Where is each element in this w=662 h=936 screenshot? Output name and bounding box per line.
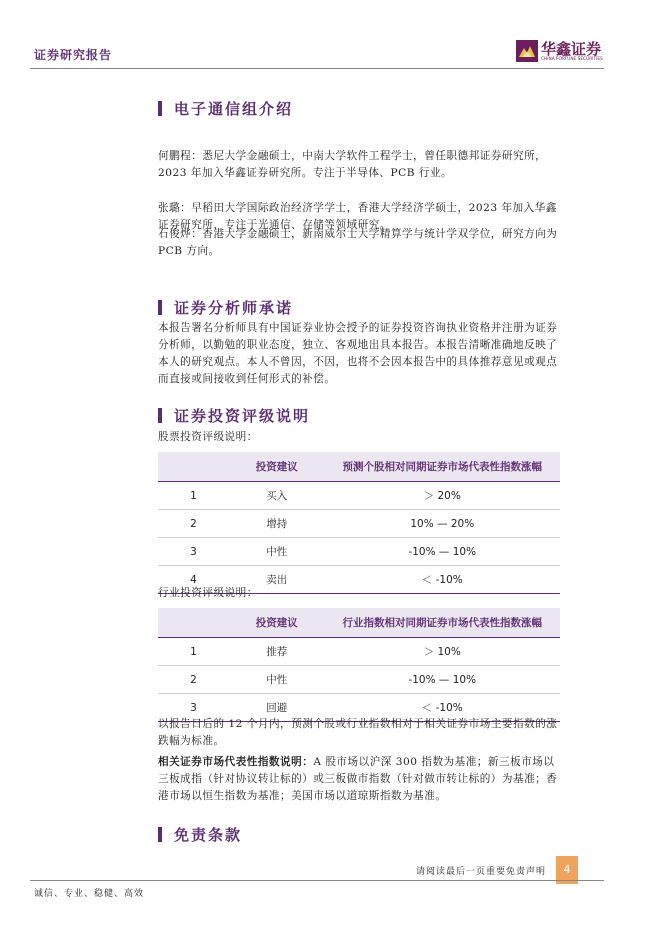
benchmark-note: 以报告日后的 12 个月内，预测个股或行业指数相对于相关证券市场主要指数的涨跌幅为标准。 <box>158 718 558 747</box>
section-bar-icon <box>158 300 162 315</box>
footer-slogan: 诚信、专业、稳健、高效 <box>34 889 145 899</box>
table-header-cell: 投资建议 <box>229 608 325 638</box>
index-description <box>158 754 562 805</box>
disclaimer-title: 免责条款 <box>174 826 243 844</box>
footer-divider <box>30 880 604 881</box>
table-cell: 3 <box>158 538 229 566</box>
logo-name-en: CHINA FORTUNE SECURITIES <box>541 57 603 62</box>
section-bar-icon <box>158 101 162 116</box>
table-cell: ＞ 10% <box>325 638 560 666</box>
table-cell: ＜ -10% <box>325 694 560 722</box>
table-cell: 3 <box>158 694 229 722</box>
stock-rating-caption: 股票投资评级说明： <box>158 431 258 443</box>
table-row <box>158 538 560 566</box>
commitment-section-title <box>158 297 293 318</box>
table-cell: 卖出 <box>229 566 325 594</box>
report-type-label: 证券研究报告 <box>34 48 113 62</box>
disclaimer-section-title <box>158 824 242 845</box>
header-divider <box>30 68 604 69</box>
table-cell: 推荐 <box>229 638 325 666</box>
logo-name-cn: 华鑫证券 <box>541 40 602 58</box>
commitment-text: 本报告署名分析师具有中国证券业协会授予的证券投资咨询执业资格并注册为证券分析师，以勤勉的职业态度，独立、客观地出具本报告。本报告清晰准确地反映了本人的研究观点。本人不曾因，不因，也将不会因本报告中的具体推荐意见或观点而直接或间接收到任何形式的补偿。 <box>158 322 558 385</box>
table-cell: -10% — 10% <box>325 538 560 566</box>
index-text: A 股市场以沪深 300 指数为基准；新三板市场以三板成指（针对协议转让标的）或三板做市指数（针对做市转让标的）为基准；香港市场以恒生指数为基准；美国市场以道琼斯指数为基准。 <box>158 756 558 802</box>
table-cell: 增持 <box>229 510 325 538</box>
company-logo <box>516 40 606 66</box>
team-title: 电子通信组介绍 <box>174 100 294 118</box>
team-section-title <box>158 98 293 119</box>
table-cell: 4 <box>158 566 229 594</box>
page-number: 4 <box>556 856 578 884</box>
rating-section-title <box>158 405 310 426</box>
table-cell: 1 <box>158 482 229 510</box>
team-member-1: 何鹏程：悉尼大学金融硕士，中南大学软件工程学士，曾任职德邦证券研究所，2023 年加入华鑫证券研究所。专注于半导体、PCB 行业。 <box>158 150 547 179</box>
table-cell: 回避 <box>229 694 325 722</box>
rating-title: 证券投资评级说明 <box>174 407 311 425</box>
table-cell: 2 <box>158 510 229 538</box>
team-member-3: 石俊烨：香港大学金融硕士，新南威尔士大学精算学与统计学双学位，研究方向为 PCB 方向。 <box>158 228 558 257</box>
table-header-row <box>158 608 560 638</box>
table-header-cell: 预测个股相对同期证券市场代表性指数涨幅 <box>325 452 560 482</box>
team-member-2: 张璐：早稻田大学国际政治经济学学士，香港大学经济学硕士，2023 年加入华鑫证券研究所，专注于光通信、存储等领域研究。 <box>158 202 557 231</box>
table-header-cell <box>158 608 229 638</box>
section-bar-icon <box>158 408 162 423</box>
table-cell: ＞ 20% <box>325 482 560 510</box>
table-row <box>158 510 560 538</box>
table-row <box>158 482 560 510</box>
table-cell: 2 <box>158 666 229 694</box>
table-cell: -10% — 10% <box>325 666 560 694</box>
logo-mark-icon <box>516 40 538 62</box>
table-header-cell: 投资建议 <box>229 452 325 482</box>
table-cell: 买入 <box>229 482 325 510</box>
index-label: 相关证券市场代表性指数说明： <box>158 756 314 768</box>
table-header-cell <box>158 452 229 482</box>
commitment-title: 证券分析师承诺 <box>174 299 294 317</box>
stock-rating-table <box>158 452 560 594</box>
table-cell: 中性 <box>229 538 325 566</box>
footer-disclaimer-note: 请阅读最后一页重要免责声明 <box>416 867 547 877</box>
section-bar-icon <box>158 827 162 842</box>
table-cell: ＜ -10% <box>325 566 560 594</box>
industry-rating-table <box>158 608 560 722</box>
table-header-row <box>158 452 560 482</box>
table-cell: 中性 <box>229 666 325 694</box>
table-row <box>158 666 560 694</box>
table-cell: 10% — 20% <box>325 510 560 538</box>
table-header-cell: 行业指数相对同期证券市场代表性指数涨幅 <box>325 608 560 638</box>
table-cell: 1 <box>158 638 229 666</box>
industry-rating-caption: 行业投资评级说明： <box>158 587 258 599</box>
table-row <box>158 638 560 666</box>
